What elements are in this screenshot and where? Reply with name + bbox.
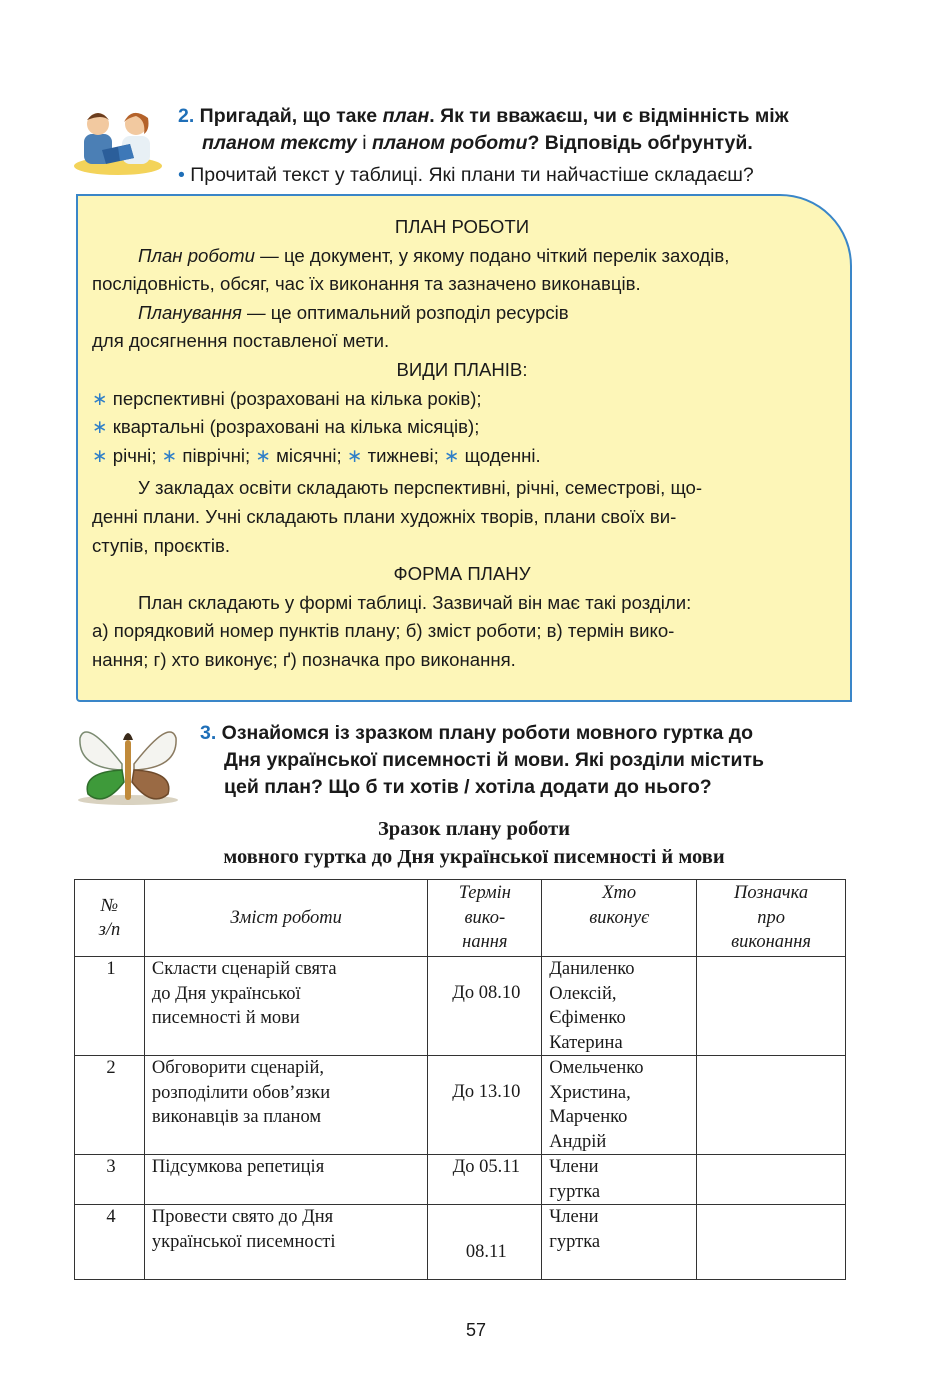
definition-plan-roboty: План роботи — це документ, у якому подано чіткий перелік заходів, послідовність, обсяг, час їх виконання та зазначено виконавців. <box>92 244 730 295</box>
table-title: Зразок плану роботи мовного гуртка до Дня української писемності й мови <box>223 818 725 868</box>
star-icon: ∗ <box>443 444 460 466</box>
task-2-subtask: • Прочитай текст у таблиці. Які плани ти найчастіше складаєш? <box>178 164 754 186</box>
work-plan-table <box>74 879 846 1280</box>
star-icon: ∗ <box>161 444 178 466</box>
paragraph-form: План складають у формі таблиці. Зазвичай він має такі розділи: <box>138 591 692 613</box>
star-icon: ∗ <box>255 444 271 466</box>
table-row: 4 Провести свято до Дня української писемності 08.11 Члени гуртка <box>75 1205 846 1280</box>
heading-plan-roboty: ПЛАН РОБОТИ <box>394 216 530 237</box>
table-header-row <box>75 880 846 957</box>
plan-type-item: ∗ квартальні (розраховані на кілька місяців); <box>92 416 480 438</box>
star-icon: ∗ <box>92 416 108 438</box>
header-content: Зміст роботи <box>144 880 428 957</box>
header-term: Термін вико- нання <box>428 880 542 957</box>
plan-type-item: ∗ річні; ∗ піврічні; ∗ місячні; ∗ тижневі; ∗ щоденні. <box>92 444 541 466</box>
header-mark: Позначка про виконання <box>697 880 846 957</box>
table-row: 2 Обговорити сценарій, розподілити обов’язки виконавців за планом До 13.10 Омельченко Христина, Марченко Андрій <box>75 1056 846 1155</box>
heading-vydy-planiv: ВИДИ ПЛАНІВ: <box>396 358 528 380</box>
table-row: 3 Підсумкова репетиція До 05.11 Члени гуртка <box>75 1155 846 1205</box>
definition-planuvannia: Планування — це оптимальний розподіл ресурсів <box>138 301 569 323</box>
table-row: 1 Скласти сценарій свята до Дня української писемності й мови До 08.10 Даниленко Олексій, Єфіменко Катерина <box>75 957 846 1056</box>
butterfly-paint-illustration <box>76 724 180 806</box>
plan-type-item: ∗ перспективні (розраховані на кілька років); <box>92 387 482 409</box>
star-icon: ∗ <box>346 444 363 466</box>
star-icon: ∗ <box>92 387 108 409</box>
bullet-icon: • <box>178 164 185 186</box>
info-box-text: ПЛАН РОБОТИ План роботи — це документ, у якому подано чіткий перелік заходів, послідовність, обсяг, час їх виконання та зазначено виконавців. Планування — це оптимальний розподіл ресурсів для досягнення поставленої мети. ВИДИ ПЛАНІВ: ∗ перспективні (розраховані на кілька років); ∗ квартальні (розраховані на кілька місяців); ∗ річні; ∗ піврічні; ∗ місячні; ∗ тижневі; ∗ щоденні. У закладах освіти складають перспективні, річні, семестрові, що- денні плани. Учні складають плани художніх творів, плани своїх ви- ступів, проєктів. ФОРМА ПЛАНУ План складають у формі таблиці. Зазвичай він має такі розділи: а) порядковий номер пунктів плану; б) зміст роботи; в) термін вико- нання; г) хто виконує; ґ) позначка про виконання. <box>92 213 832 675</box>
header-who: Хто виконує <box>542 880 697 957</box>
task-3-question: 3. Ознайомся із зразком плану роботи мовного гуртка до Дня української писемності й мови. Які розділи містить цей план? Що б ти хотів / хотіла додати до нього? <box>200 722 765 798</box>
header-number: № з/п <box>75 880 145 957</box>
task-2-question: 2. Пригадай, що таке план. Як ти вважаєш, чи є відмінність між планом тексту і планом роботи? Відповідь обґрунтуй. <box>178 105 789 154</box>
paragraph-schools: У закладах освіти складають перспективні, річні, семестрові, що- <box>138 477 703 499</box>
task-2-number: 2. <box>178 105 195 127</box>
task-3-number: 3. <box>200 722 217 744</box>
heading-forma-planu: ФОРМА ПЛАНУ <box>393 563 531 585</box>
star-icon: ∗ <box>92 444 108 466</box>
page-number: 57 <box>465 1320 487 1340</box>
children-reading-illustration <box>72 100 164 176</box>
